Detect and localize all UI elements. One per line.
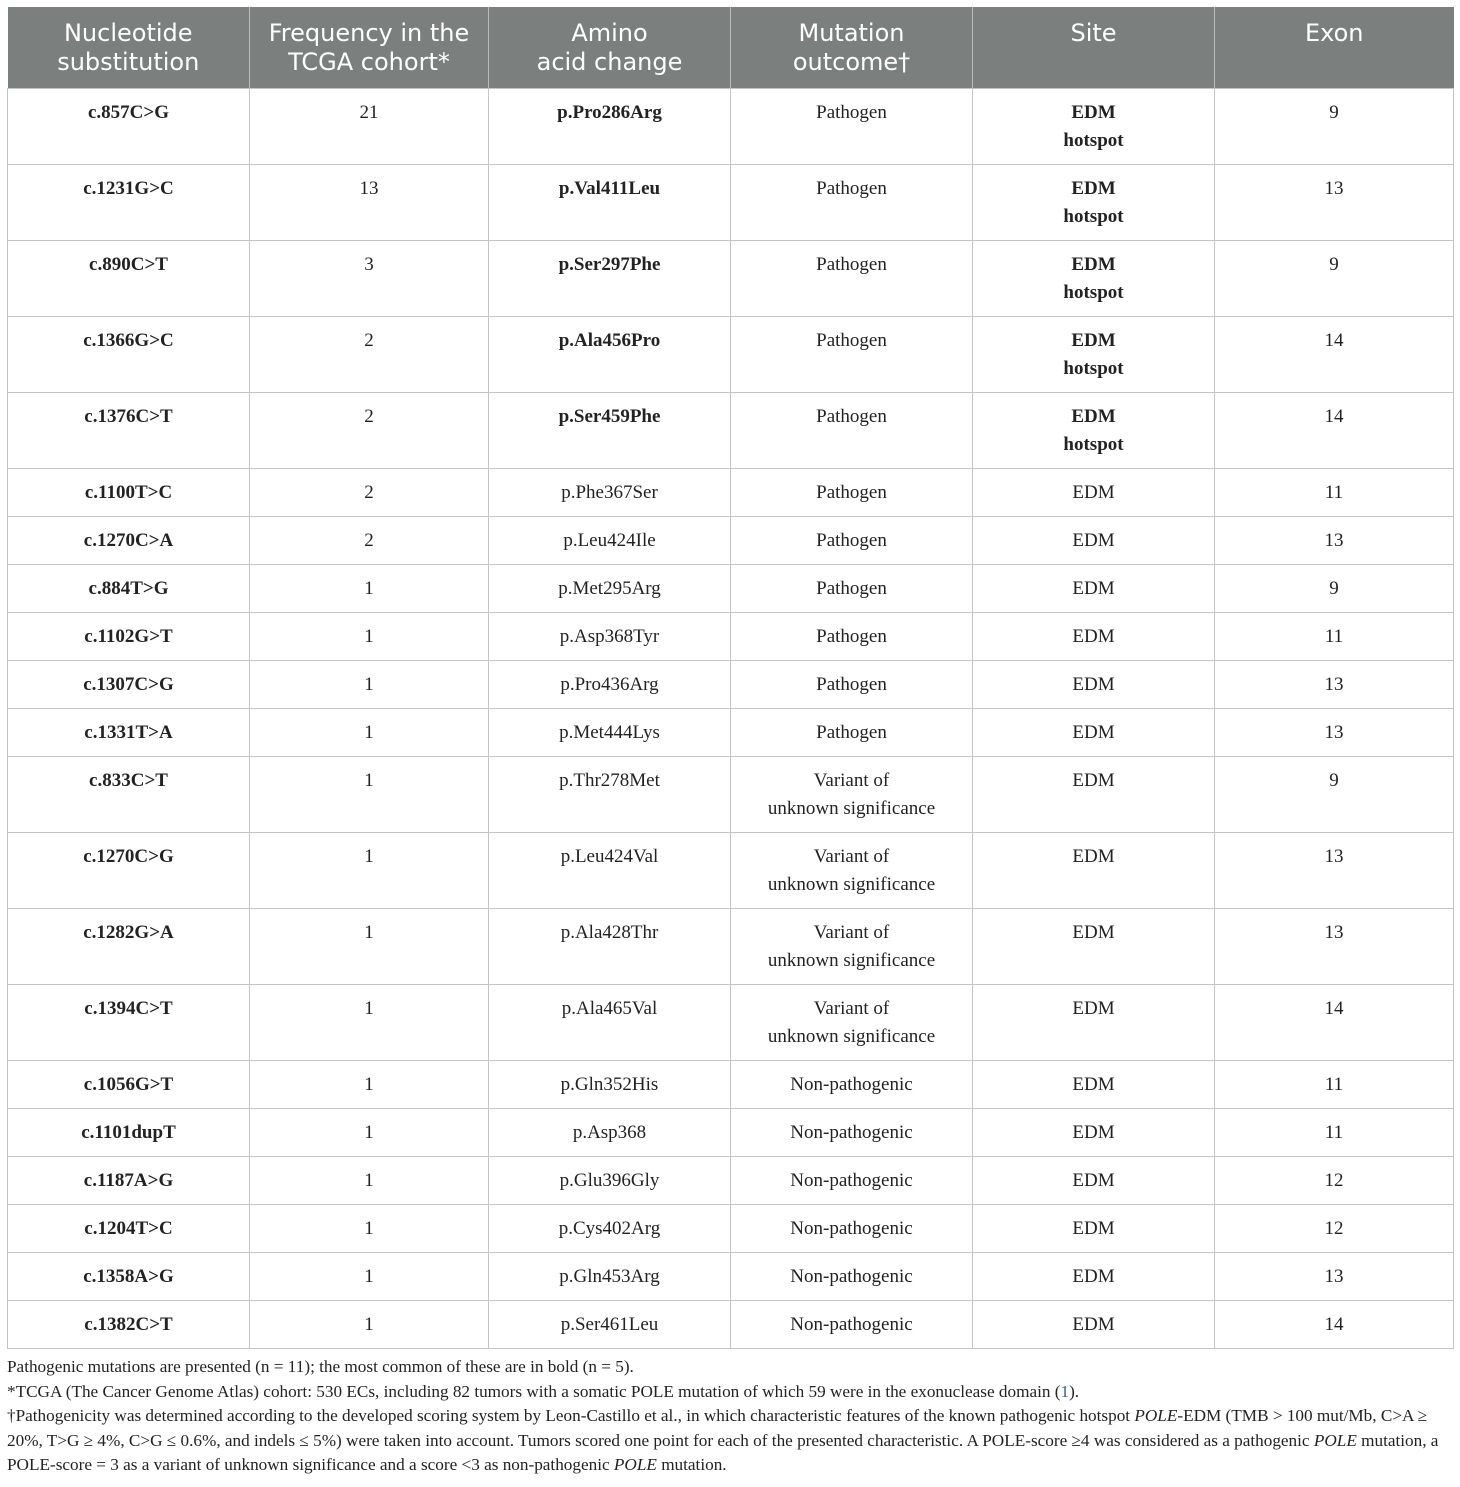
table-footnotes [7, 1355, 1453, 1478]
nucleotide-cell: c.1270C>G [8, 832, 250, 908]
amino-acid-cell: p.Thr278Met [489, 756, 731, 832]
amino-acid-cell: p.Met295Arg [489, 564, 731, 612]
frequency-cell: 1 [250, 832, 489, 908]
nucleotide-cell: c.1204T>C [8, 1204, 250, 1252]
header-nucleotide-substitution: Nucleotide substitution [8, 7, 250, 88]
amino-acid-cell: p.Pro286Arg [489, 88, 731, 164]
table-row [8, 88, 1454, 164]
frequency-cell: 1 [250, 708, 489, 756]
header-amino-acid-change: Amino acid change [489, 7, 731, 88]
site-cell: EDM [973, 1300, 1215, 1348]
table-row [8, 612, 1454, 660]
nucleotide-cell: c.1307C>G [8, 660, 250, 708]
pole-mutations-table [7, 7, 1454, 1349]
site-cell: EDM [973, 832, 1215, 908]
table-row [8, 1108, 1454, 1156]
table-row [8, 316, 1454, 392]
outcome-cell: Pathogen [731, 708, 973, 756]
outcome-cell: Non-pathogenic [731, 1060, 973, 1108]
exon-cell: 13 [1215, 832, 1454, 908]
site-cell: EDM [973, 1252, 1215, 1300]
amino-acid-cell: p.Ser297Phe [489, 240, 731, 316]
outcome-cell: Pathogen [731, 660, 973, 708]
frequency-cell: 2 [250, 316, 489, 392]
table-row [8, 1204, 1454, 1252]
frequency-cell: 1 [250, 984, 489, 1060]
table-row [8, 1300, 1454, 1348]
nucleotide-cell: c.884T>G [8, 564, 250, 612]
exon-cell: 9 [1215, 564, 1454, 612]
nucleotide-cell: c.1100T>C [8, 468, 250, 516]
nucleotide-cell: c.1358A>G [8, 1252, 250, 1300]
table-row [8, 708, 1454, 756]
exon-cell: 9 [1215, 240, 1454, 316]
nucleotide-cell: c.1231G>C [8, 164, 250, 240]
exon-cell: 9 [1215, 756, 1454, 832]
outcome-cell: Pathogen [731, 468, 973, 516]
exon-cell: 11 [1215, 468, 1454, 516]
frequency-cell: 1 [250, 1156, 489, 1204]
outcome-cell: Non-pathogenic [731, 1108, 973, 1156]
exon-cell: 14 [1215, 984, 1454, 1060]
footnote-tcga: *TCGA (The Cancer Genome Atlas) cohort: 530 ECs, including 82 tumors with a somatic POLE mutation of which 59 were in the exonuclease domain (1). [7, 1381, 1080, 1401]
frequency-cell: 1 [250, 612, 489, 660]
site-cell: EDM hotspot [973, 240, 1215, 316]
frequency-cell: 1 [250, 908, 489, 984]
amino-acid-cell: p.Gln453Arg [489, 1252, 731, 1300]
amino-acid-cell: p.Leu424Val [489, 832, 731, 908]
frequency-cell: 2 [250, 468, 489, 516]
outcome-cell: Pathogen [731, 392, 973, 468]
site-cell: EDM [973, 1060, 1215, 1108]
frequency-cell: 21 [250, 88, 489, 164]
amino-acid-cell: p.Phe367Ser [489, 468, 731, 516]
nucleotide-cell: c.1102G>T [8, 612, 250, 660]
outcome-cell: Non-pathogenic [731, 1252, 973, 1300]
exon-cell: 13 [1215, 1252, 1454, 1300]
outcome-cell: Pathogen [731, 612, 973, 660]
frequency-cell: 1 [250, 564, 489, 612]
site-cell: EDM hotspot [973, 88, 1215, 164]
amino-acid-cell: p.Ala465Val [489, 984, 731, 1060]
outcome-cell: Variant of unknown significance [731, 908, 973, 984]
nucleotide-cell: c.1282G>A [8, 908, 250, 984]
table-row [8, 240, 1454, 316]
table-row [8, 1060, 1454, 1108]
nucleotide-cell: c.890C>T [8, 240, 250, 316]
frequency-cell: 1 [250, 1300, 489, 1348]
nucleotide-cell: c.1270C>A [8, 516, 250, 564]
header-site: Site [973, 7, 1215, 88]
site-cell: EDM [973, 908, 1215, 984]
nucleotide-cell: c.833C>T [8, 756, 250, 832]
reference-link[interactable]: 1 [1060, 1381, 1070, 1401]
exon-cell: 11 [1215, 612, 1454, 660]
exon-cell: 13 [1215, 708, 1454, 756]
footnote-pathogenicity: †Pathogenicity was determined according to the developed scoring system by Leon-Castillo et al., in which characteristic features of the known pathogenic hotspot POLE-EDM (TMB > 100 mut/Mb, C>A ≥ 20%, T>G ≥ 4%, C>G ≤ 0.6%, and indels ≤ 5%) were taken into account. Tumors scored one point for each of the presented characteristic. A POLE-score ≥4 was considered as a pathogenic POLE mutation, a POLE-score = 3 as a variant of unknown significance and a score <3 as non-pathogenic POLE mutation. [7, 1406, 1439, 1474]
outcome-cell: Variant of unknown significance [731, 832, 973, 908]
site-cell: EDM [973, 984, 1215, 1060]
amino-acid-cell: p.Ser461Leu [489, 1300, 731, 1348]
amino-acid-cell: p.Leu424Ile [489, 516, 731, 564]
site-cell: EDM [973, 660, 1215, 708]
exon-cell: 13 [1215, 660, 1454, 708]
table-row [8, 1252, 1454, 1300]
site-cell: EDM [973, 756, 1215, 832]
table-row [8, 516, 1454, 564]
frequency-cell: 1 [250, 1252, 489, 1300]
outcome-cell: Pathogen [731, 88, 973, 164]
exon-cell: 13 [1215, 516, 1454, 564]
table-row [8, 756, 1454, 832]
table-row [8, 468, 1454, 516]
frequency-cell: 1 [250, 756, 489, 832]
outcome-cell: Variant of unknown significance [731, 756, 973, 832]
frequency-cell: 1 [250, 1060, 489, 1108]
site-cell: EDM [973, 1108, 1215, 1156]
exon-cell: 14 [1215, 1300, 1454, 1348]
nucleotide-cell: c.1382C>T [8, 1300, 250, 1348]
frequency-cell: 3 [250, 240, 489, 316]
header-frequency: Frequency in the TCGA cohort* [250, 7, 489, 88]
nucleotide-cell: c.1331T>A [8, 708, 250, 756]
outcome-cell: Pathogen [731, 164, 973, 240]
site-cell: EDM [973, 612, 1215, 660]
frequency-cell: 2 [250, 516, 489, 564]
exon-cell: 9 [1215, 88, 1454, 164]
amino-acid-cell: p.Pro436Arg [489, 660, 731, 708]
outcome-cell: Non-pathogenic [731, 1156, 973, 1204]
table-row [8, 564, 1454, 612]
site-cell: EDM [973, 1204, 1215, 1252]
header-mutation-outcome: Mutation outcome† [731, 7, 973, 88]
frequency-cell: 13 [250, 164, 489, 240]
outcome-cell: Pathogen [731, 240, 973, 316]
exon-cell: 11 [1215, 1108, 1454, 1156]
site-cell: EDM hotspot [973, 392, 1215, 468]
site-cell: EDM [973, 468, 1215, 516]
table-row [8, 164, 1454, 240]
amino-acid-cell: p.Ala456Pro [489, 316, 731, 392]
outcome-cell: Pathogen [731, 516, 973, 564]
amino-acid-cell: p.Val411Leu [489, 164, 731, 240]
exon-cell: 13 [1215, 908, 1454, 984]
site-cell: EDM hotspot [973, 316, 1215, 392]
outcome-cell: Variant of unknown significance [731, 984, 973, 1060]
outcome-cell: Pathogen [731, 316, 973, 392]
amino-acid-cell: p.Gln352His [489, 1060, 731, 1108]
exon-cell: 12 [1215, 1204, 1454, 1252]
footnote-pathogenic: Pathogenic mutations are presented (n = 11); the most common of these are in bold (n = 5). [7, 1357, 634, 1376]
table-row [8, 908, 1454, 984]
table-row [8, 832, 1454, 908]
nucleotide-cell: c.857C>G [8, 88, 250, 164]
site-cell: EDM [973, 1156, 1215, 1204]
amino-acid-cell: p.Glu396Gly [489, 1156, 731, 1204]
outcome-cell: Non-pathogenic [731, 1300, 973, 1348]
site-cell: EDM [973, 564, 1215, 612]
header-exon: Exon [1215, 7, 1454, 88]
table-header-row [8, 7, 1454, 88]
table-row [8, 984, 1454, 1060]
frequency-cell: 1 [250, 1204, 489, 1252]
site-cell: EDM [973, 516, 1215, 564]
outcome-cell: Non-pathogenic [731, 1204, 973, 1252]
exon-cell: 14 [1215, 316, 1454, 392]
amino-acid-cell: p.Ala428Thr [489, 908, 731, 984]
nucleotide-cell: c.1056G>T [8, 1060, 250, 1108]
nucleotide-cell: c.1376C>T [8, 392, 250, 468]
nucleotide-cell: c.1366G>C [8, 316, 250, 392]
exon-cell: 13 [1215, 164, 1454, 240]
outcome-cell: Pathogen [731, 564, 973, 612]
exon-cell: 14 [1215, 392, 1454, 468]
table-row [8, 1156, 1454, 1204]
nucleotide-cell: c.1101dupT [8, 1108, 250, 1156]
amino-acid-cell: p.Cys402Arg [489, 1204, 731, 1252]
amino-acid-cell: p.Ser459Phe [489, 392, 731, 468]
exon-cell: 12 [1215, 1156, 1454, 1204]
table-row [8, 660, 1454, 708]
amino-acid-cell: p.Asp368Tyr [489, 612, 731, 660]
frequency-cell: 1 [250, 660, 489, 708]
amino-acid-cell: p.Asp368 [489, 1108, 731, 1156]
table-row [8, 392, 1454, 468]
site-cell: EDM hotspot [973, 164, 1215, 240]
frequency-cell: 2 [250, 392, 489, 468]
nucleotide-cell: c.1187A>G [8, 1156, 250, 1204]
nucleotide-cell: c.1394C>T [8, 984, 250, 1060]
exon-cell: 11 [1215, 1060, 1454, 1108]
frequency-cell: 1 [250, 1108, 489, 1156]
amino-acid-cell: p.Met444Lys [489, 708, 731, 756]
site-cell: EDM [973, 708, 1215, 756]
